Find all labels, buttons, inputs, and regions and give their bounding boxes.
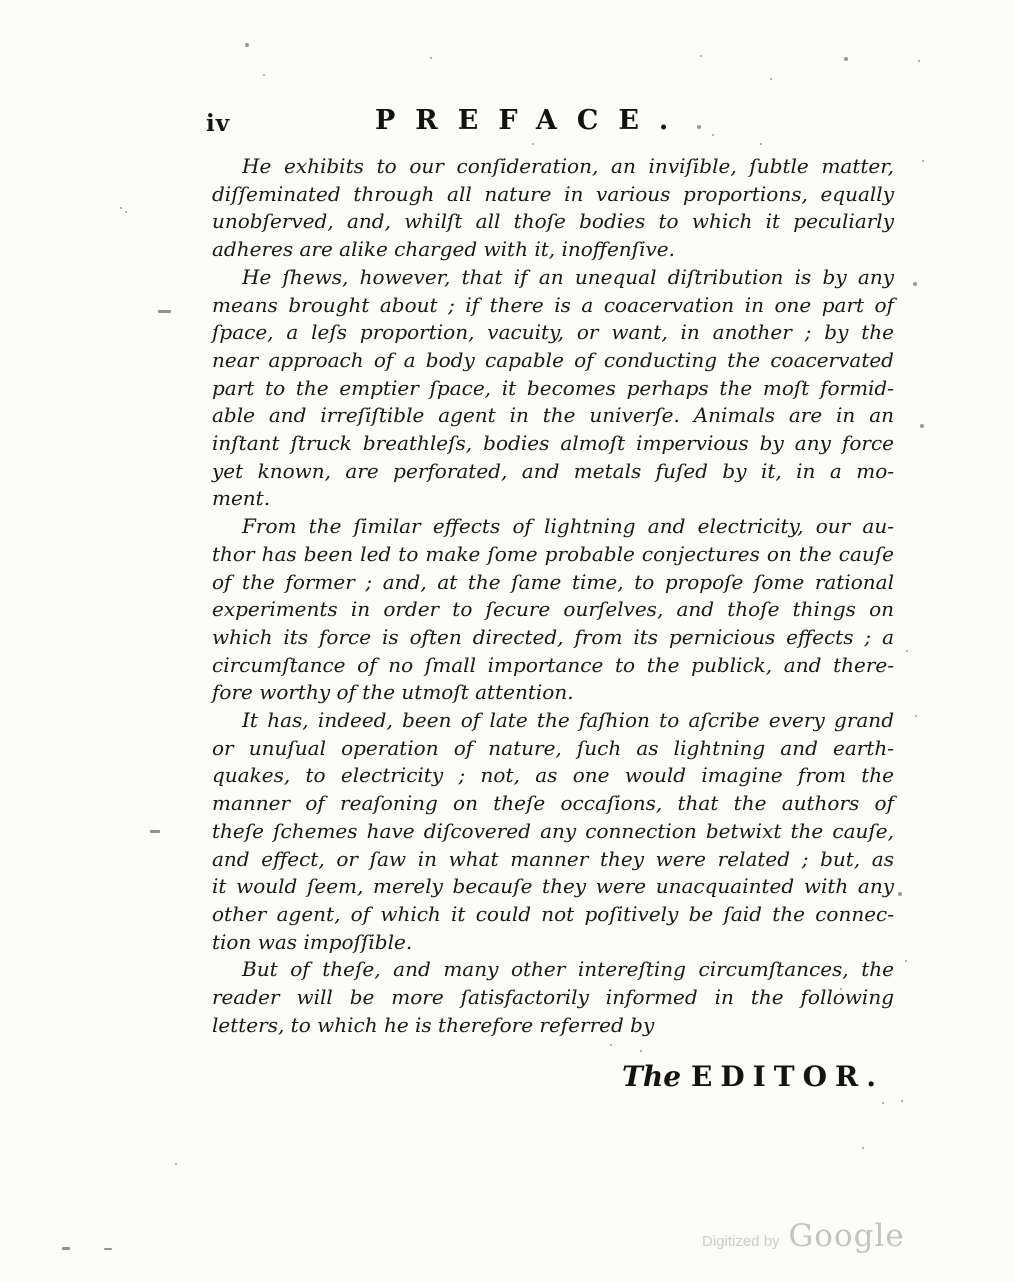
text-line: it would ſeem, merely becauſe they were unacquainted with any	[212, 874, 894, 899]
text-line: which its force is often directed, from its pernicious effects ; a	[212, 624, 894, 649]
preface-body	[212, 153, 894, 1040]
text-line: He ſhews, however, that if an unequal diſtribution is by any	[242, 264, 894, 289]
paragraph	[212, 956, 894, 1039]
text-line: unobſerved, and, whilſt all thoſe bodies to which it peculiarly	[212, 209, 894, 234]
text-line: But of theſe, and many other intereſting circumſtances, the	[242, 957, 894, 982]
text-line: ſpace, a leſs proportion, vacuity, or want, in another ; by the	[212, 320, 894, 345]
text-line: inſtant ſtruck breathleſs, bodies almoſt impervious by any force	[212, 431, 894, 456]
text-line: other agent, of which it could not poſitively be ſaid the connec-	[212, 901, 894, 926]
text-line: or unuſual operation of nature, ſuch as lightning and earth-	[212, 735, 894, 760]
text-line: diſſeminated through all nature in various proportions, equally	[212, 181, 894, 206]
text-line: manner of reaſoning on theſe occaſions, that the authors of	[212, 791, 894, 816]
editor-signature	[212, 1060, 884, 1093]
digitization-watermark	[702, 1218, 905, 1254]
google-logo: Google	[788, 1218, 905, 1254]
text-line: tion was impoſſible.	[212, 929, 413, 954]
text-line: means brought about ; if there is a coacervation in one part of	[212, 292, 894, 317]
page-title: PREFACE.	[375, 105, 689, 136]
text-line: yet known, are perforated, and metals fuſed by it, in a mo-	[212, 458, 894, 483]
paragraph	[212, 707, 894, 956]
scan-mark	[158, 310, 171, 313]
text-line: circumſtance of no ſmall importance to the publick, and there-	[212, 652, 894, 677]
text-line: of the former ; and, at the ſame time, to propoſe ſome rational	[212, 569, 894, 594]
text-line: able and irreſiſtible agent in the univerſe. Animals are in an	[212, 403, 894, 428]
page-number: iv	[206, 110, 231, 137]
text-line: letters, to which he is therefore referred by	[212, 1012, 655, 1037]
text-line: It has, indeed, been of late the faſhion to aſcribe every grand	[242, 708, 894, 733]
text-line: experiments in order to ſecure ourſelves, and thoſe things on	[212, 597, 894, 622]
paragraph	[212, 513, 894, 707]
scan-mark	[62, 1247, 70, 1250]
paragraph	[212, 153, 894, 264]
text-line: fore worthy of the utmoſt attention.	[212, 680, 574, 705]
text-line: part to the emptier ſpace, it becomes perhaps the moſt formid-	[212, 375, 894, 400]
paragraph	[212, 264, 894, 513]
scan-mark	[104, 1248, 112, 1250]
text-line: adheres are alike charged with it, inoffenſive.	[212, 237, 675, 262]
text-line: thor has been led to make ſome probable conjectures on the cauſe	[212, 541, 894, 566]
scan-noise	[0, 0, 2, 2]
signature-lead: The	[622, 1060, 682, 1093]
text-line: reader will be more ſatisfactorily informed in the following	[212, 985, 894, 1010]
text-line: near approach of a body capable of conducting the coacervated	[212, 347, 894, 372]
scan-mark	[150, 830, 160, 833]
text-line: He exhibits to our conſideration, an inviſible, ſubtle matter,	[242, 154, 894, 178]
text-line: ment.	[212, 486, 271, 511]
watermark-prefix-label: Digitized by	[702, 1233, 780, 1250]
text-line: theſe ſchemes have diſcovered any connection betwixt the cauſe,	[212, 818, 894, 843]
text-line: and effect, or ſaw in what manner they were related ; but, as	[212, 846, 894, 871]
text-line: From the ſimilar effects of lightning and electricity, our au-	[242, 514, 894, 539]
signature-name: EDITOR.	[691, 1060, 884, 1093]
text-line: quakes, to electricity ; not, as one would imagine from the	[212, 763, 894, 788]
